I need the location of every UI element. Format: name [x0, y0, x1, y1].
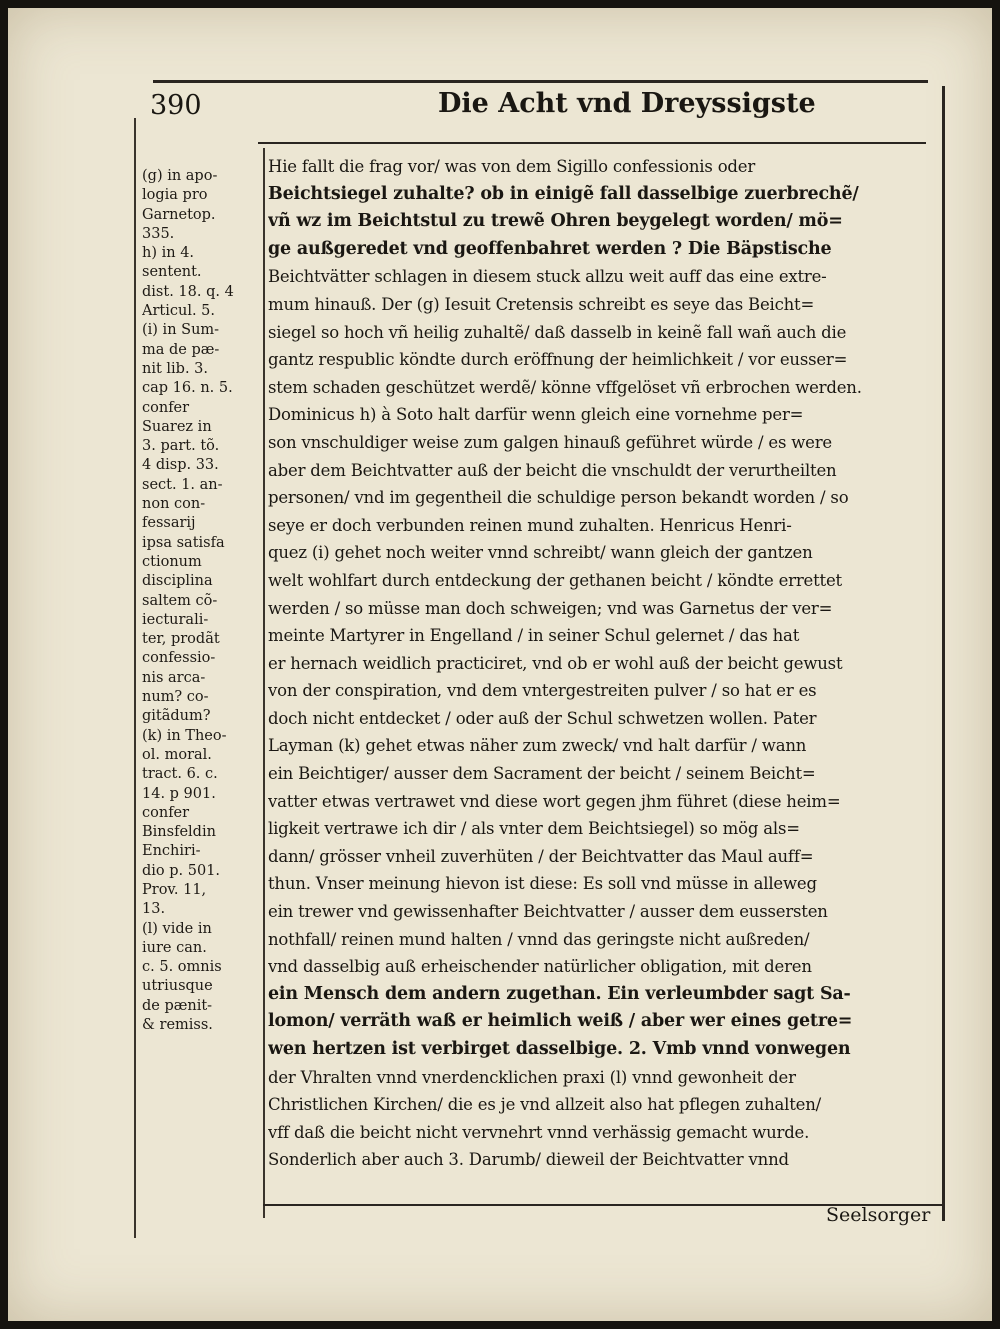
top-rule	[153, 80, 928, 83]
margin-note-line: dio p. 501.	[142, 862, 221, 879]
margin-note-line: Binsfeldin	[142, 824, 216, 841]
margin-note-line: ma de pæ-	[142, 341, 220, 358]
margin-note-line: cap 16. n. 5.	[142, 380, 233, 397]
margin-note-line: ol. moral.	[142, 746, 212, 763]
margin-note-line: confessio-	[142, 650, 216, 667]
text-line: von der conspiration, vnd dem vntergestreiten pulver / so hat er es	[268, 681, 817, 701]
text-line: ein Mensch dem andern zugethan. Ein verleumbder sagt Sa-	[268, 983, 851, 1004]
text-line: Dominicus h) à Soto halt darfür wenn gleich eine vornehme per=	[268, 405, 804, 425]
text-line: thun. Vnser meinung hievon ist diese: Es soll vnd müsse in alleweg	[268, 874, 817, 894]
margin-note-line: confer	[142, 804, 190, 821]
margin-note-line: de pænit-	[142, 997, 213, 1014]
text-line: quez (i) gehet noch weiter vnnd schreibt/ wann gleich der gantzen	[268, 543, 813, 563]
text-line: ein Beichtiger/ ausser dem Sacrament der beicht / seinem Beicht=	[268, 764, 816, 784]
margin-note-line: iecturali-	[142, 611, 209, 628]
margin-note-line: nit lib. 3.	[142, 360, 209, 377]
text-line: welt wohlfart durch entdeckung der gethanen beicht / köndte errettet	[268, 570, 842, 590]
margin-note-line: (k) in Theo-	[142, 727, 227, 744]
margin-note-line: gitãdum?	[142, 708, 211, 725]
text-line: vnd dasselbig auß erheischender natürlicher obligation, mit deren	[268, 957, 812, 977]
margin-note-line: disciplina	[142, 573, 213, 590]
margin-note-line: ctionum	[142, 553, 202, 570]
text-line: vatter etwas vertrawet vnd diese wort gegen jhm führet (diese heim=	[268, 791, 841, 811]
catchword: Seelsorger	[826, 1204, 931, 1226]
margin-note-line: dist. 18. q. 4	[142, 283, 234, 300]
right-margin-rule	[942, 86, 945, 1221]
left-margin-rule	[134, 118, 136, 1238]
margin-note-line: Suarez in	[142, 418, 212, 435]
text-line: Beichtsiegel zuhalte? ob in einigẽ fall dasselbige zuerbrechẽ/	[268, 183, 859, 204]
page-number: 390	[150, 90, 202, 121]
text-line: stem schaden geschützet werdẽ/ könne vffgelöset vñ erbrochen werden.	[268, 377, 862, 397]
margin-note-line: num? co-	[142, 689, 209, 706]
margin-note-line: 335.	[142, 225, 175, 242]
margin-note-line: ter, prodãt	[142, 631, 220, 648]
margin-note-line: ipsa satisfa	[142, 534, 225, 551]
text-line: Hie fallt die frag vor/ was von dem Sigillo confessionis oder	[268, 157, 756, 176]
margin-note-line: logia pro	[142, 187, 208, 204]
margin-note-line: & remiss.	[142, 1017, 213, 1034]
margin-note-line: Articul. 5.	[142, 303, 216, 320]
margin-note-line: sentent.	[142, 264, 202, 281]
text-line: Christlichen Kirchen/ die es je vnd allzeit also hat pflegen zuhalten/	[268, 1095, 821, 1115]
margin-note-line: 13.	[142, 901, 166, 918]
text-line: Sonderlich aber auch 3. Darumb/ dieweil der Beichtvatter vnnd	[268, 1150, 789, 1170]
margin-note-line: iure can.	[142, 939, 207, 956]
margin-note-line: Enchiri-	[142, 843, 201, 860]
text-line: nothfall/ reinen mund halten / vnnd das geringste nicht außreden/	[268, 929, 810, 949]
text-line: vñ wz im Beichtstul zu trewẽ Ohren beygelegt worden/ mö=	[268, 211, 843, 232]
text-line: lomon/ verräth waß er heimlich weiß / aber wer eines getre=	[268, 1011, 853, 1032]
text-line: personen/ vnd im gegentheil die schuldige person bekandt worden / so	[268, 488, 849, 508]
text-line: wen hertzen ist verbirget dasselbige. 2. Vmb vnnd vonwegen	[268, 1039, 851, 1059]
main-text-block	[268, 153, 932, 1174]
margin-note-line: (g) in apo-	[142, 168, 218, 184]
margin-note-line: fessarij	[142, 515, 196, 532]
text-line: Layman (k) gehet etwas näher zum zweck/ vnd halt darfür / wann	[268, 736, 807, 756]
margin-note-line: tract. 6. c.	[142, 766, 218, 783]
margin-note-line: (l) vide in	[142, 920, 212, 937]
margin-note-line: nis arca-	[142, 669, 206, 686]
text-line: ein trewer vnd gewissenhafter Beichtvatter / ausser dem eussersten	[268, 902, 828, 922]
text-line: werden / so müsse man doch schweigen; vnd was Garnetus der ver=	[268, 598, 833, 618]
text-line: der Vhralten vnnd vnerdencklichen praxi (l) vnnd gewonheit der	[268, 1067, 796, 1087]
text-line: aber dem Beichtvatter auß der beicht die vnschuldt der verurtheilten	[268, 460, 837, 480]
text-line: meinte Martyrer in Engelland / in seiner Schul gelernet / das hat	[268, 626, 800, 646]
margin-note-line: (i) in Sum-	[142, 322, 220, 339]
margin-note-line: h) in 4.	[142, 245, 195, 262]
margin-note-line: saltem cõ-	[142, 592, 218, 609]
text-line: vff daß die beicht nicht vervnehrt vnnd verhässig gemacht wurde.	[268, 1122, 810, 1142]
text-line: ligkeit vertrawe ich dir / als vnter dem Beichtsiegel) so mög als=	[268, 819, 800, 839]
text-line: er hernach weidlich practiciret, vnd ob er wohl auß der beicht gewust	[268, 653, 843, 673]
text-line: Beichtvätter schlagen in diesem stuck allzu weit auff das eine extre-	[268, 267, 827, 287]
margin-note-line: 3. part. tõ.	[142, 438, 220, 455]
text-line: mum hinauß. Der (g) Iesuit Cretensis schreibt es seye das Beicht=	[268, 294, 815, 314]
header-rule	[258, 142, 926, 144]
text-line: gantz respublic köndte durch eröffnung der heimlichkeit / vor eusser=	[268, 350, 848, 370]
text-line: siegel so hoch vñ heilig zuhaltẽ/ daß dasselb in keinẽ fall wañ auch die	[268, 322, 847, 342]
text-line: son vnschuldiger weise zum galgen hinauß geführet würde / es were	[268, 432, 832, 452]
margin-note-line: Garnetop.	[142, 206, 216, 223]
text-line: seye er doch verbunden reinen mund zuhalten. Henricus Henri-	[268, 515, 792, 535]
margin-note-line: Prov. 11,	[142, 881, 207, 898]
marginal-notes	[142, 167, 252, 1035]
running-head: Die Acht vnd Dreyssigste	[438, 88, 816, 119]
margin-note-line: non con-	[142, 496, 206, 513]
text-line: ge außgeredet vnd geoffenbahret werden ? Die Bäpstische	[268, 238, 832, 259]
margin-note-line: utriusque	[142, 978, 213, 995]
margin-note-line: 4 disp. 33.	[142, 457, 219, 474]
column-divider	[263, 148, 265, 1218]
margin-note-line: confer	[142, 399, 190, 416]
margin-note-line: sect. 1. an-	[142, 476, 223, 493]
text-line: dann/ grösser vnheil zuverhüten / der Beichtvatter das Maul auff=	[268, 846, 814, 866]
text-line: doch nicht entdecket / oder auß der Schul schwetzen wollen. Pater	[268, 708, 817, 728]
margin-note-line: c. 5. omnis	[142, 959, 222, 976]
margin-note-line: 14. p 901.	[142, 785, 216, 802]
